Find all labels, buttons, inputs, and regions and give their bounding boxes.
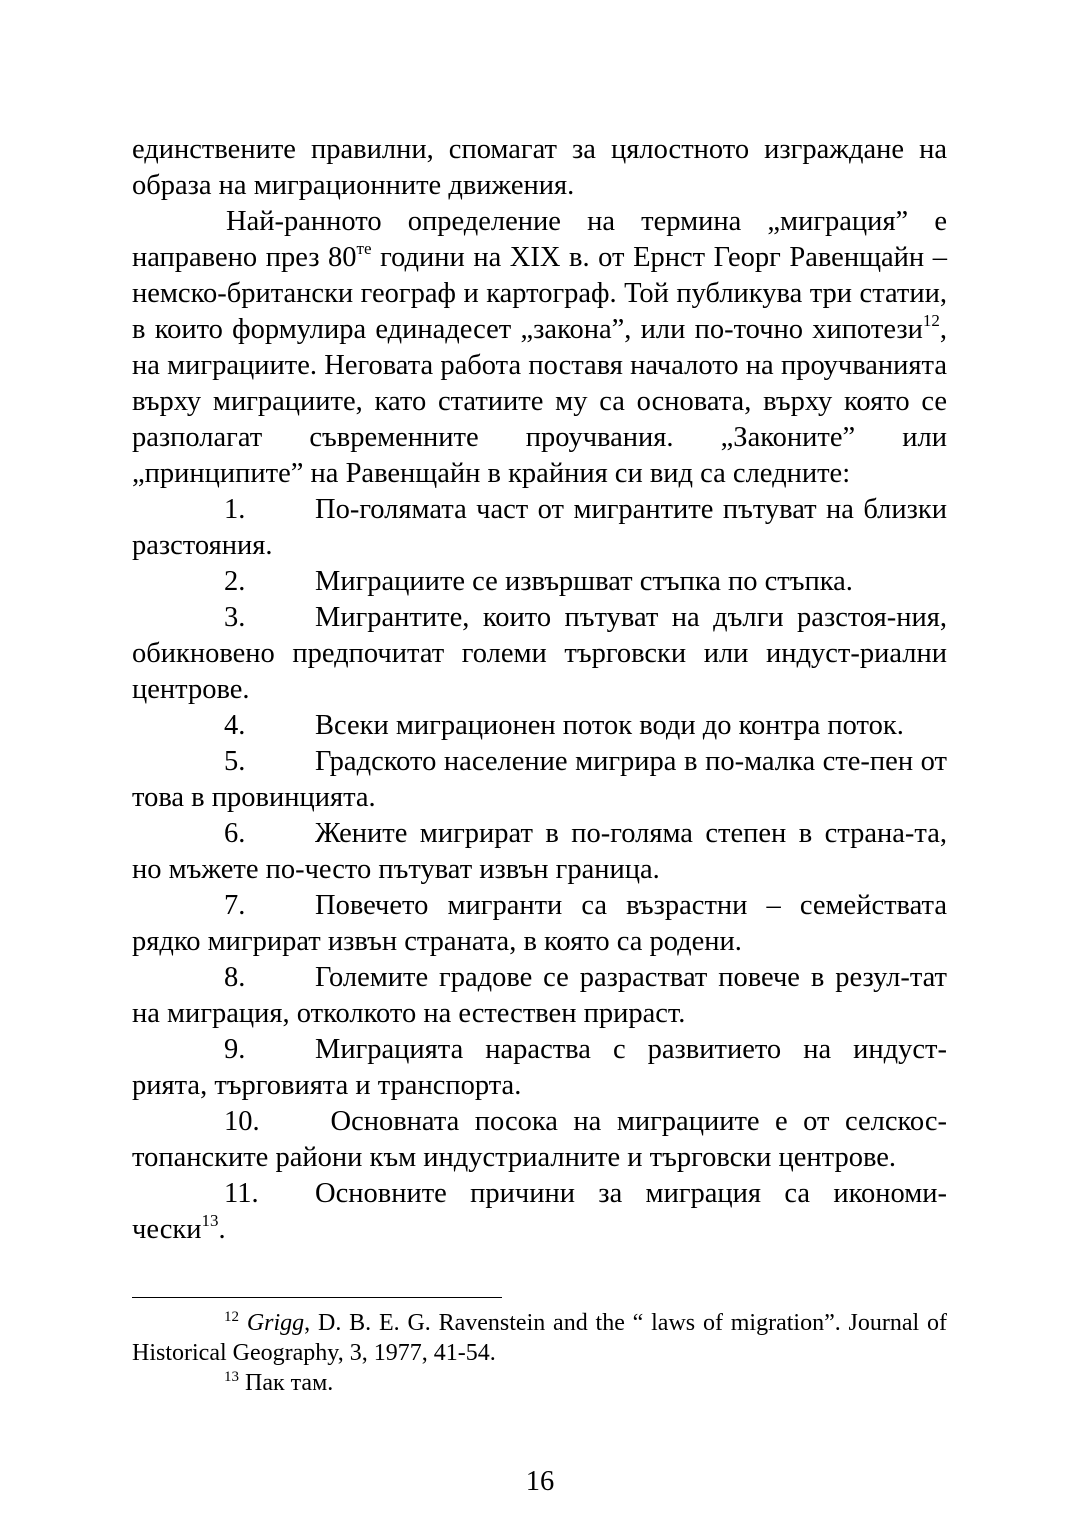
law-text: Миграциите се извършват стъпка по стъпка. bbox=[315, 566, 853, 597]
law-item-3 bbox=[132, 600, 947, 708]
law-item-8 bbox=[132, 960, 947, 1032]
footnote-number: 12 bbox=[224, 1309, 239, 1325]
paragraph-text-part-1: Най-ранното определение на термина „миграция” е направено през 80 bbox=[132, 206, 947, 273]
footnote-text: Пак там. bbox=[245, 1370, 334, 1396]
footnote-12 bbox=[132, 1308, 947, 1368]
law-text: По-голямата част от мигрантите пътуват на близки разстояния. bbox=[132, 494, 947, 561]
footnote-number: 13 bbox=[224, 1369, 239, 1385]
paragraph-ravenstein bbox=[132, 204, 947, 492]
law-number: 3. bbox=[224, 602, 246, 633]
law-text: Големите градове се разрастват повече в резул-тат на миграция, отколкото на естествен прираст. bbox=[132, 962, 947, 1029]
law-text: Миграцията нараства с развитието на индуст-рията, търговията и транспорта. bbox=[132, 1034, 947, 1101]
paragraph-text-part-2: години на XIX в. от Ернст Георг Равенщайн – немско-британски географ и картограф. Той публикува три статии, в които формулира единадесет „закона”, или по-точно хипотези bbox=[132, 242, 947, 345]
law-text: Градското население мигрира в по-малка сте-пен от това в провинцията. bbox=[132, 746, 947, 813]
footnote-text: , D. B. E. G. Ravenstein and the “ laws of migration”. Journal of Historical Geography, 3, 1977, 41-54. bbox=[132, 1310, 948, 1366]
page-number: 16 bbox=[525, 1466, 555, 1497]
law-number: 9. bbox=[224, 1034, 246, 1065]
law-number: 5. bbox=[224, 746, 246, 777]
footnotes bbox=[132, 1308, 947, 1398]
main-text bbox=[132, 132, 947, 1248]
law-number: 8. bbox=[224, 962, 246, 993]
law-number: 6. bbox=[224, 818, 246, 849]
footnote-separator bbox=[132, 1297, 502, 1298]
paragraph-text-part-3: , на миграциите. Неговата работа поставя началото на проучванията върху миграциите, като статиите му са основата, върху която се разполагат съвременните проучвания. „Законите” или „принципите” на Равенщайн в крайния си вид са следните: bbox=[132, 314, 947, 489]
footnote-author: Grigg bbox=[246, 1310, 305, 1336]
law-item-7 bbox=[132, 888, 947, 960]
law-item-5 bbox=[132, 744, 947, 816]
law-text: Основната посока на миграциите е от селскос-топанските райони към индустриалните и търговски центрове. bbox=[132, 1106, 947, 1173]
law-text: Мигрантите, които пътуват на дълги разстоя-ния, обикновено предпочитат големи търговски или индуст-риални центрове. bbox=[132, 602, 947, 705]
law-number: 1. bbox=[224, 494, 246, 525]
law-number: 2. bbox=[224, 566, 246, 597]
law-number: 10. bbox=[224, 1106, 260, 1137]
law-number: 4. bbox=[224, 710, 246, 741]
superscript-te: те bbox=[356, 239, 372, 258]
law-item-10 bbox=[132, 1104, 947, 1176]
law-item-1 bbox=[132, 492, 947, 564]
law-number: 11. bbox=[224, 1178, 259, 1209]
footnote-reference-13: 13 bbox=[201, 1211, 219, 1230]
law-item-4 bbox=[132, 708, 947, 744]
paragraph-continuation: единствените правилни, спомагат за цялостното изграждане на образа на миграционните движения. bbox=[132, 134, 947, 201]
law-item-11 bbox=[132, 1176, 947, 1248]
footnote-13 bbox=[132, 1368, 947, 1398]
law-item-6 bbox=[132, 816, 947, 888]
law-item-9 bbox=[132, 1032, 947, 1104]
law-text: Повечето мигранти са възрастни – семействата рядко мигрират извън страната, в която са родени. bbox=[132, 890, 947, 957]
law-item-2 bbox=[132, 564, 947, 600]
law-number: 7. bbox=[224, 890, 246, 921]
law-text: Всеки миграционен поток води до контра поток. bbox=[315, 710, 904, 741]
footnote-reference-12: 12 bbox=[922, 311, 940, 330]
law-text: Основните причини за миграция са икономи-чески bbox=[132, 1178, 947, 1245]
law-text-end: . bbox=[218, 1214, 226, 1245]
law-text: Жените мигрират в по-голяма степен в страна-та, но мъжете по-често пътуват извън граница. bbox=[132, 818, 947, 885]
